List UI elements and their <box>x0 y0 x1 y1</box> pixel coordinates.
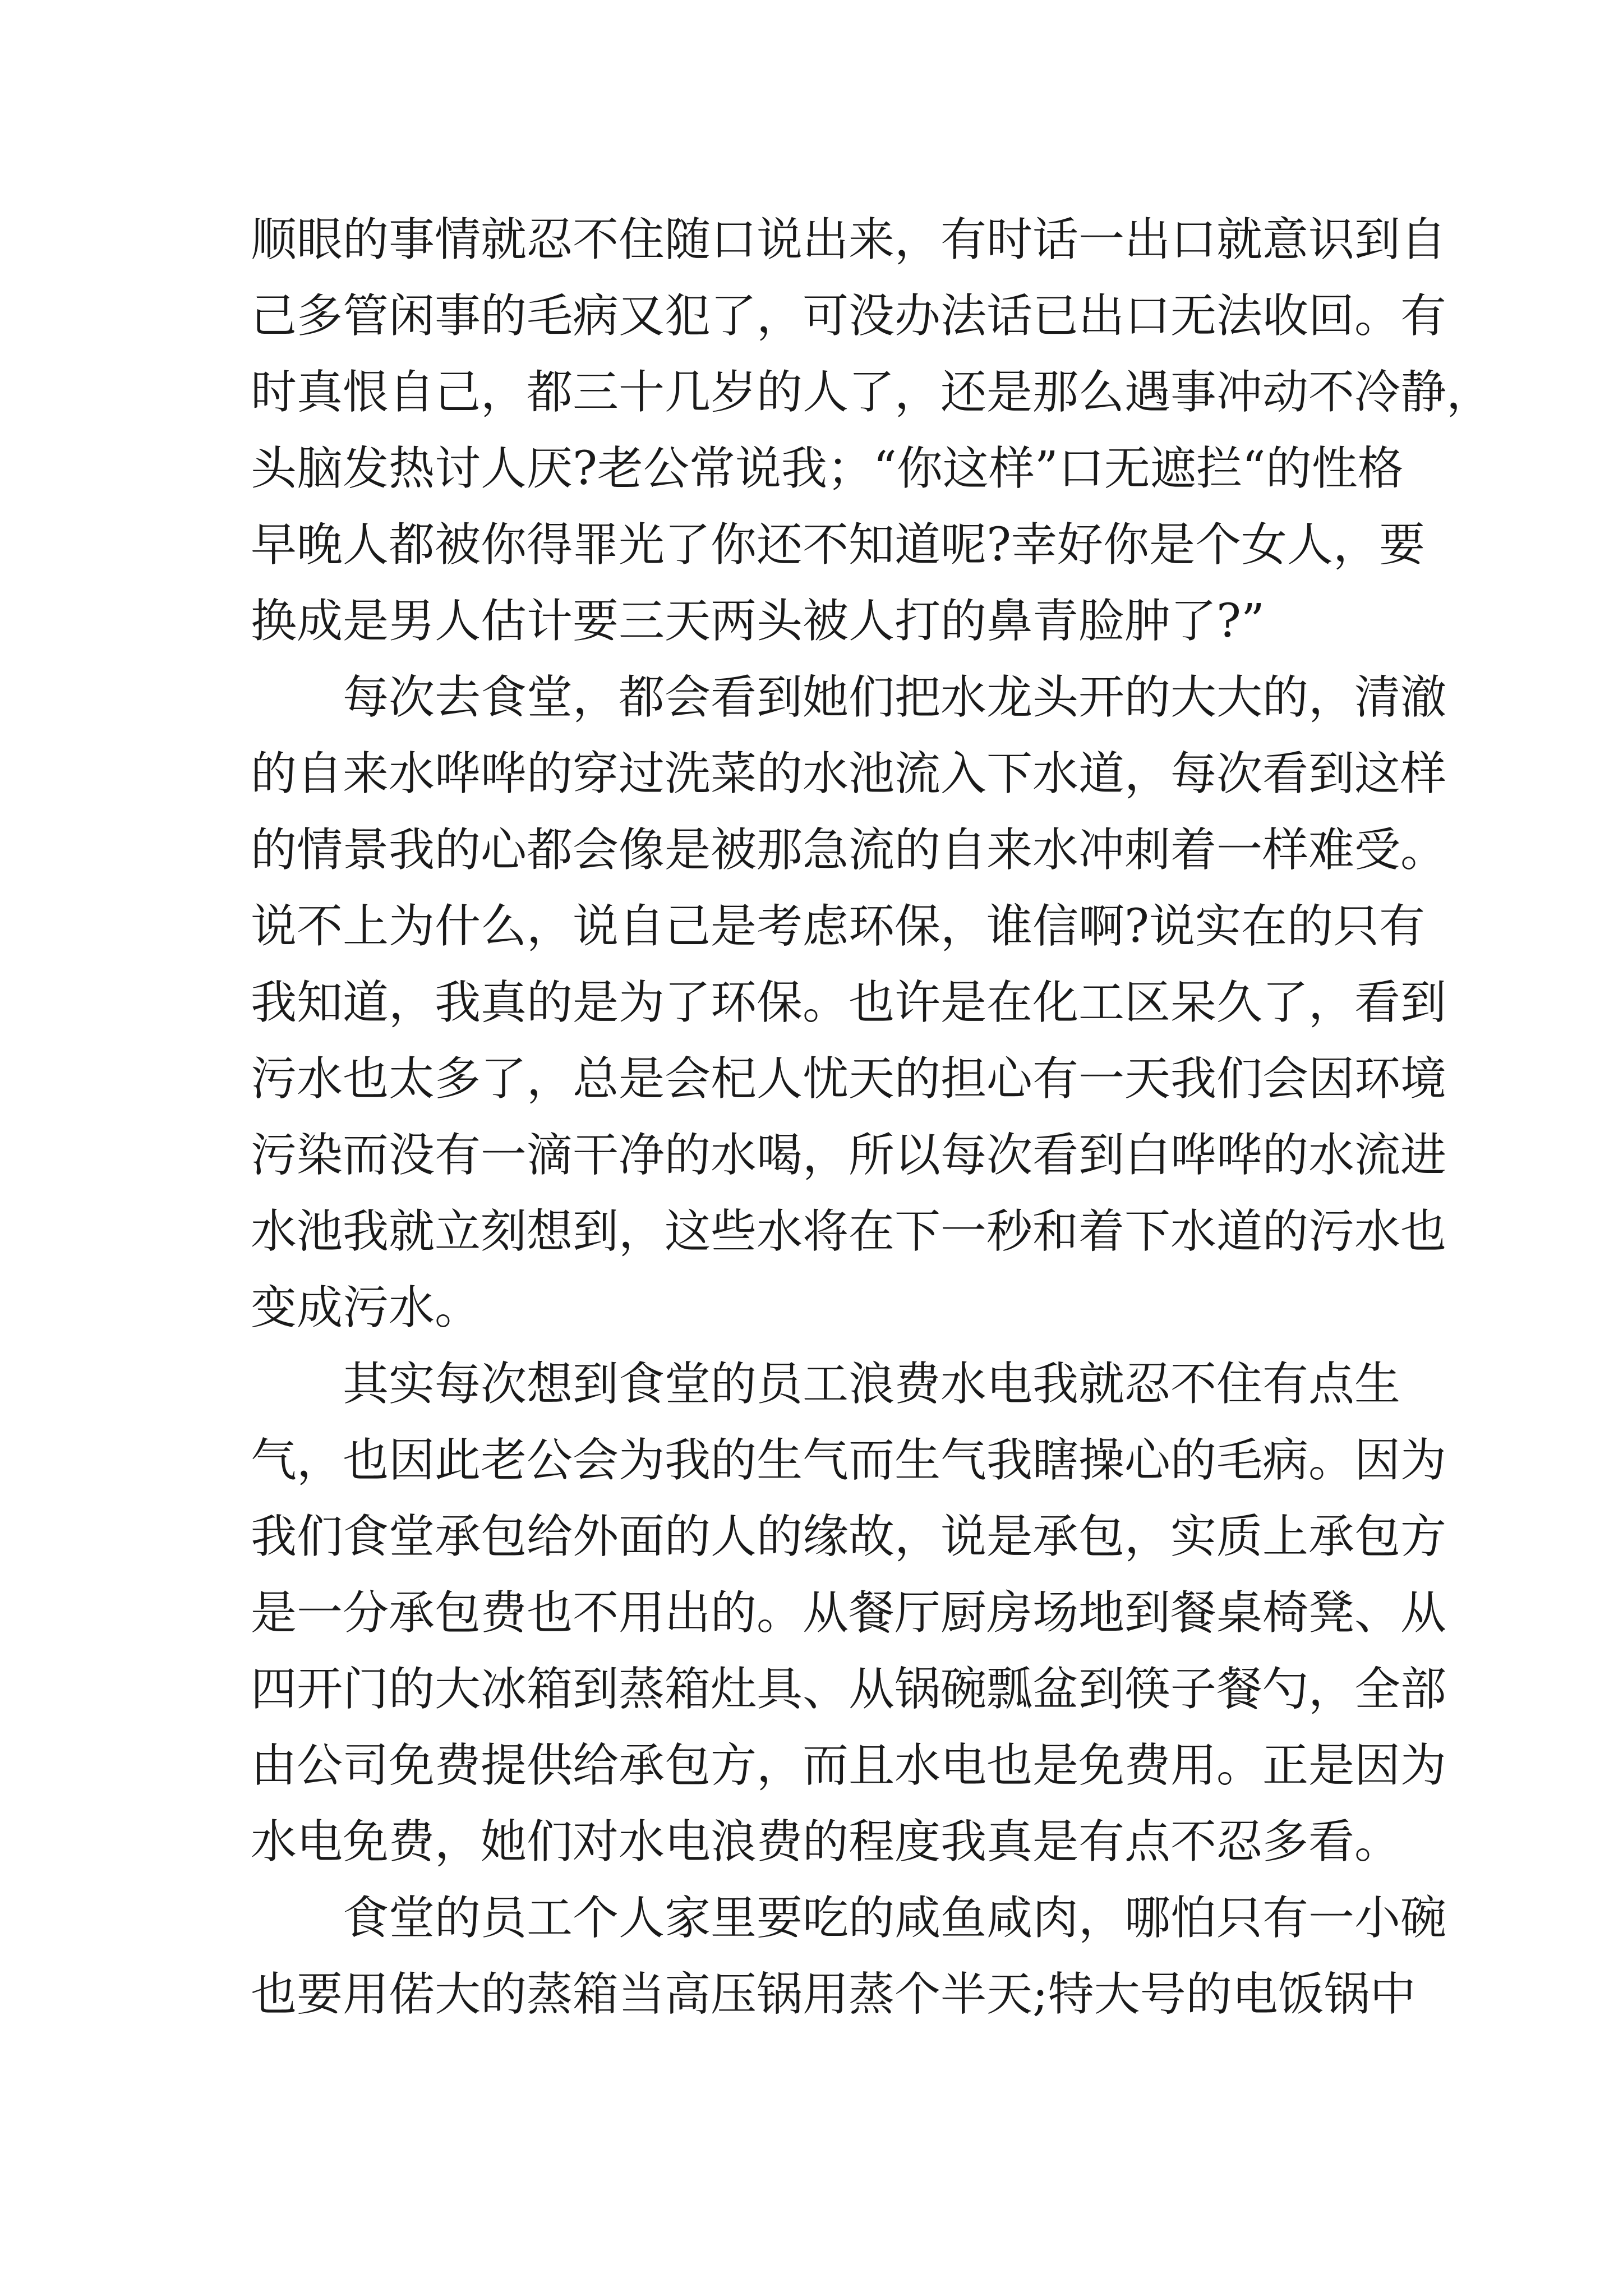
paragraph-1 <box>251 202 1493 660</box>
text-line: 顺眼的事情就忍不住随口说出来，有时话一出口就意识到自 <box>251 213 1447 266</box>
paragraph-4 <box>251 1880 1447 2033</box>
text-line: 由公司免费提供给承包方，而且水电也是免费用。正是因为 <box>251 1739 1447 1792</box>
text-line: 说不上为什么，说自己是考虑环保，谁信啊?说实在的只有 <box>251 900 1425 953</box>
text-line: 我们食堂承包给外面的人的缘故，说是承包，实质上承包方 <box>251 1510 1447 1563</box>
paragraph-3 <box>251 1346 1447 1880</box>
text-line: 变成污水。 <box>251 1281 481 1335</box>
text-line: 头脑发热讨人厌?老公常说我；“你这样”口无遮拦“的性格 <box>251 442 1404 495</box>
text-line: 污染而没有一滴干净的水喝，所以每次看到白哗哗的水流进 <box>251 1129 1447 1182</box>
text-line: 己多管闲事的毛病又犯了，可没办法话已出口无法收回。有 <box>251 289 1447 343</box>
text-line: 的自来水哗哗的穿过洗菜的水池流入下水道，每次看到这样 <box>251 747 1447 800</box>
paragraph-2 <box>251 660 1447 1346</box>
text-line: 早晚人都被你得罪光了你还不知道呢?幸好你是个女人，要 <box>251 518 1425 572</box>
text-line: 的情景我的心都会像是被那急流的自来水冲刺着一样难受。 <box>251 823 1447 877</box>
document-body <box>251 202 1493 2033</box>
text-line-first: 其实每次想到食堂的员工浪费水电我就忍不住有点生 <box>343 1358 1401 1411</box>
text-line: 是一分承包费也不用出的。从餐厅厨房场地到餐桌椅凳、从 <box>251 1586 1447 1640</box>
text-line: 也要用偌大的蒸箱当高压锅用蒸个半天;特大号的电饭锅中 <box>251 1968 1416 2021</box>
text-line: 水池我就立刻想到，这些水将在下一秒和着下水道的污水也 <box>251 1205 1447 1258</box>
text-line: 气，也因此老公会为我的生气而生气我瞎操心的毛病。因为 <box>251 1434 1447 1487</box>
text-line: 我知道，我真的是为了环保。也许是在化工区呆久了，看到 <box>251 976 1447 1029</box>
text-line: 四开门的大冰箱到蒸箱灶具、从锅碗瓢盆到筷子餐勺，全部 <box>251 1663 1447 1716</box>
text-line: 时真恨自己，都三十几岁的人了，还是那么遇事冲动不冷静， <box>251 366 1493 419</box>
text-line: 水电免费，她们对水电浪费的程度我真是有点不忍多看。 <box>251 1815 1401 1869</box>
text-line-first: 食堂的员工个人家里要吃的咸鱼咸肉，哪怕只有一小碗 <box>343 1892 1447 1945</box>
text-line: 换成是男人估计要三天两头被人打的鼻青脸肿了?” <box>251 595 1265 648</box>
text-line: 污水也太多了，总是会杞人忧天的担心有一天我们会因环境 <box>251 1052 1447 1106</box>
text-line-first: 每次去食堂，都会看到她们把水龙头开的大大的，清澈 <box>343 671 1447 724</box>
